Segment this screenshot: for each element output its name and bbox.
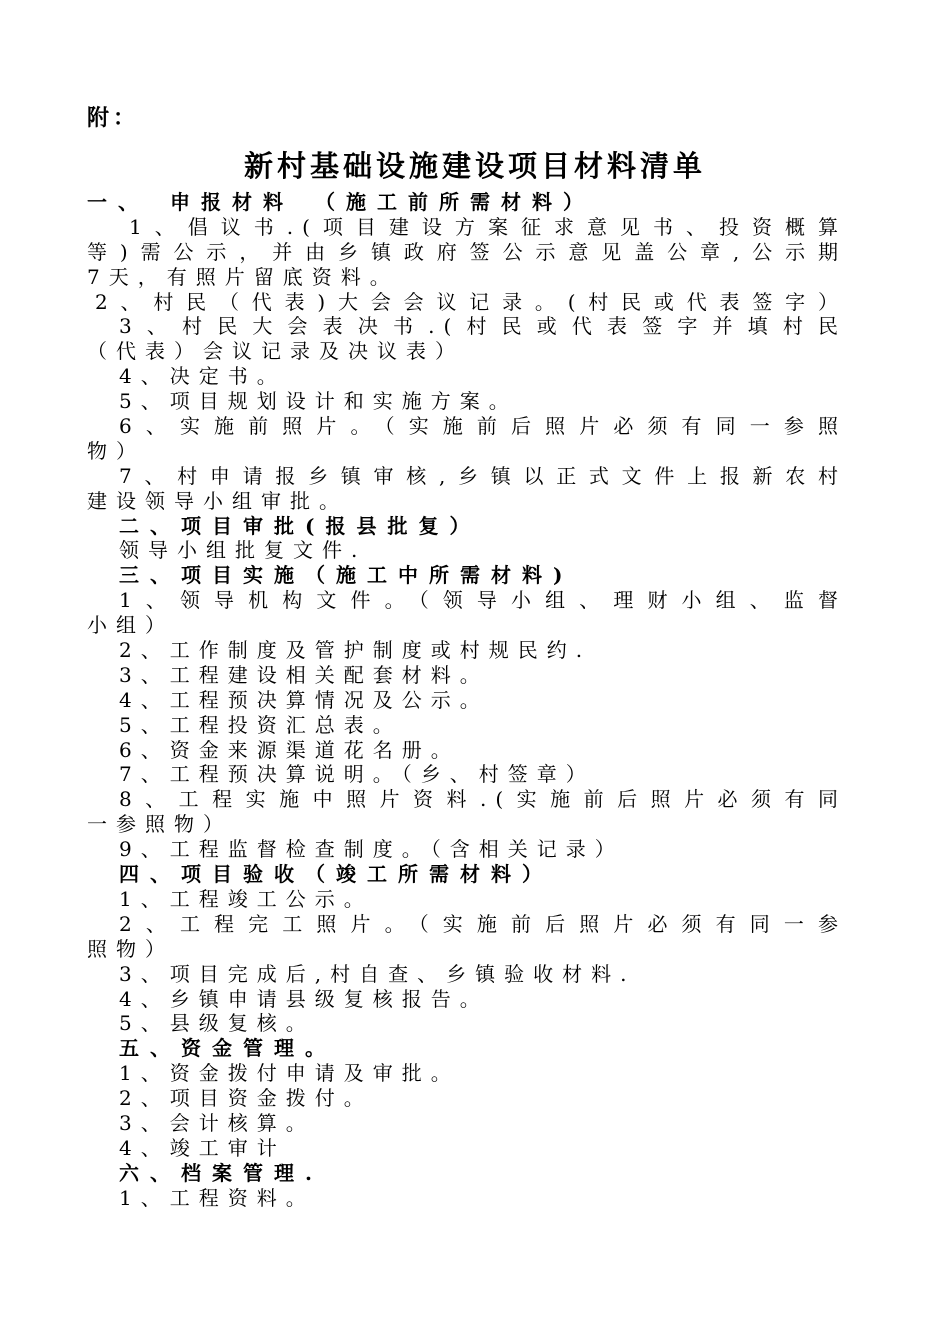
list-item: 4、乡镇申请县级复核报告。 bbox=[119, 986, 489, 1011]
list-item: 1、领导机构文件。（领导小组、理财小组、监督 bbox=[119, 588, 847, 613]
list-item: 2、项目资金拨付。 bbox=[119, 1086, 373, 1111]
list-item: 5、项目规划设计和实施方案。 bbox=[119, 389, 518, 414]
list-item: 1、工程竣工公示。 bbox=[119, 886, 373, 911]
list-item: 3、工程建设相关配套材料。 bbox=[119, 662, 489, 687]
list-item-continuation: 等)需公示，并由乡镇政府签公示意见盖公章,公示期 bbox=[87, 239, 847, 264]
list-item-continuation: 物） bbox=[87, 438, 145, 463]
list-item: 1、工程资料。 bbox=[119, 1185, 315, 1210]
list-item-continuation: 7天，有照片留底资料。 bbox=[87, 264, 399, 289]
section-heading: 三、项目实施（施工中所需材料) bbox=[119, 563, 574, 588]
section-heading: 一、 申报材料 （施工前所需材料） bbox=[87, 190, 594, 214]
list-item: 3、村民大会表决书.(村民或代表签字并填村民 bbox=[119, 314, 847, 339]
list-item: 6、资金来源渠道花名册。 bbox=[119, 737, 460, 762]
section-heading: 五、资金管理。 bbox=[119, 1036, 336, 1061]
list-item-continuation: 建设领导小组审批。 bbox=[87, 488, 348, 513]
list-item: 6、实施前照片。（实施前后照片必须有同一参照 bbox=[119, 414, 847, 439]
section-heading: 四、项目验收（竣工所需材料） bbox=[119, 862, 553, 887]
attachment-prefix: 附： bbox=[87, 105, 140, 131]
list-item: 4、竣工审计 bbox=[119, 1135, 286, 1160]
list-item-continuation: （代表）会议记录及决议表） bbox=[87, 339, 464, 364]
list-item: 2、工作制度及管护制度或村规民约. bbox=[119, 638, 592, 663]
list-item: 3、会计核算。 bbox=[119, 1110, 315, 1135]
list-item: 1、资金拨付申请及审批。 bbox=[119, 1061, 460, 1086]
list-item: 1、倡议书.(项目建设方案征求意见书、投资概算 bbox=[129, 214, 847, 239]
list-item: 3、项目完成后,村自查、乡镇验收材料. bbox=[119, 961, 636, 986]
list-item: 9、工程监督检查制度。（含相关记录） bbox=[119, 837, 624, 862]
list-item: 4、工程预决算情况及公示。 bbox=[119, 687, 489, 712]
list-item-continuation: 一参照物） bbox=[87, 812, 232, 837]
list-item: 7、工程预决算说明。（乡、村签章） bbox=[119, 762, 595, 787]
list-item: 4、决定书。 bbox=[119, 364, 286, 389]
list-item: 5、工程投资汇总表。 bbox=[119, 712, 402, 737]
list-item: 5、县级复核。 bbox=[119, 1011, 315, 1036]
list-item: 2、工程完工照片。（实施前后照片必须有同一参 bbox=[119, 911, 847, 936]
list-item: 7、村申请报乡镇审核,乡镇以正式文件上报新农村 bbox=[119, 463, 847, 488]
document-title: 新村基础设施建设项目材料清单 bbox=[243, 149, 706, 183]
section-heading: 二、项目审批(报县批复） bbox=[119, 513, 481, 538]
list-item-continuation: 照物） bbox=[87, 936, 174, 961]
list-item-continuation: 小组） bbox=[87, 613, 174, 638]
list-item: 领导小组批复文件. bbox=[119, 538, 367, 563]
list-item: 8、工程实施中照片资料.(实施前后照片必须有同 bbox=[119, 787, 847, 812]
document-body bbox=[87, 190, 847, 1211]
section-heading: 六、档案管理. bbox=[119, 1160, 323, 1185]
list-item: 2、村民（代表)大会会议记录。(村民或代表签字） bbox=[95, 289, 847, 314]
